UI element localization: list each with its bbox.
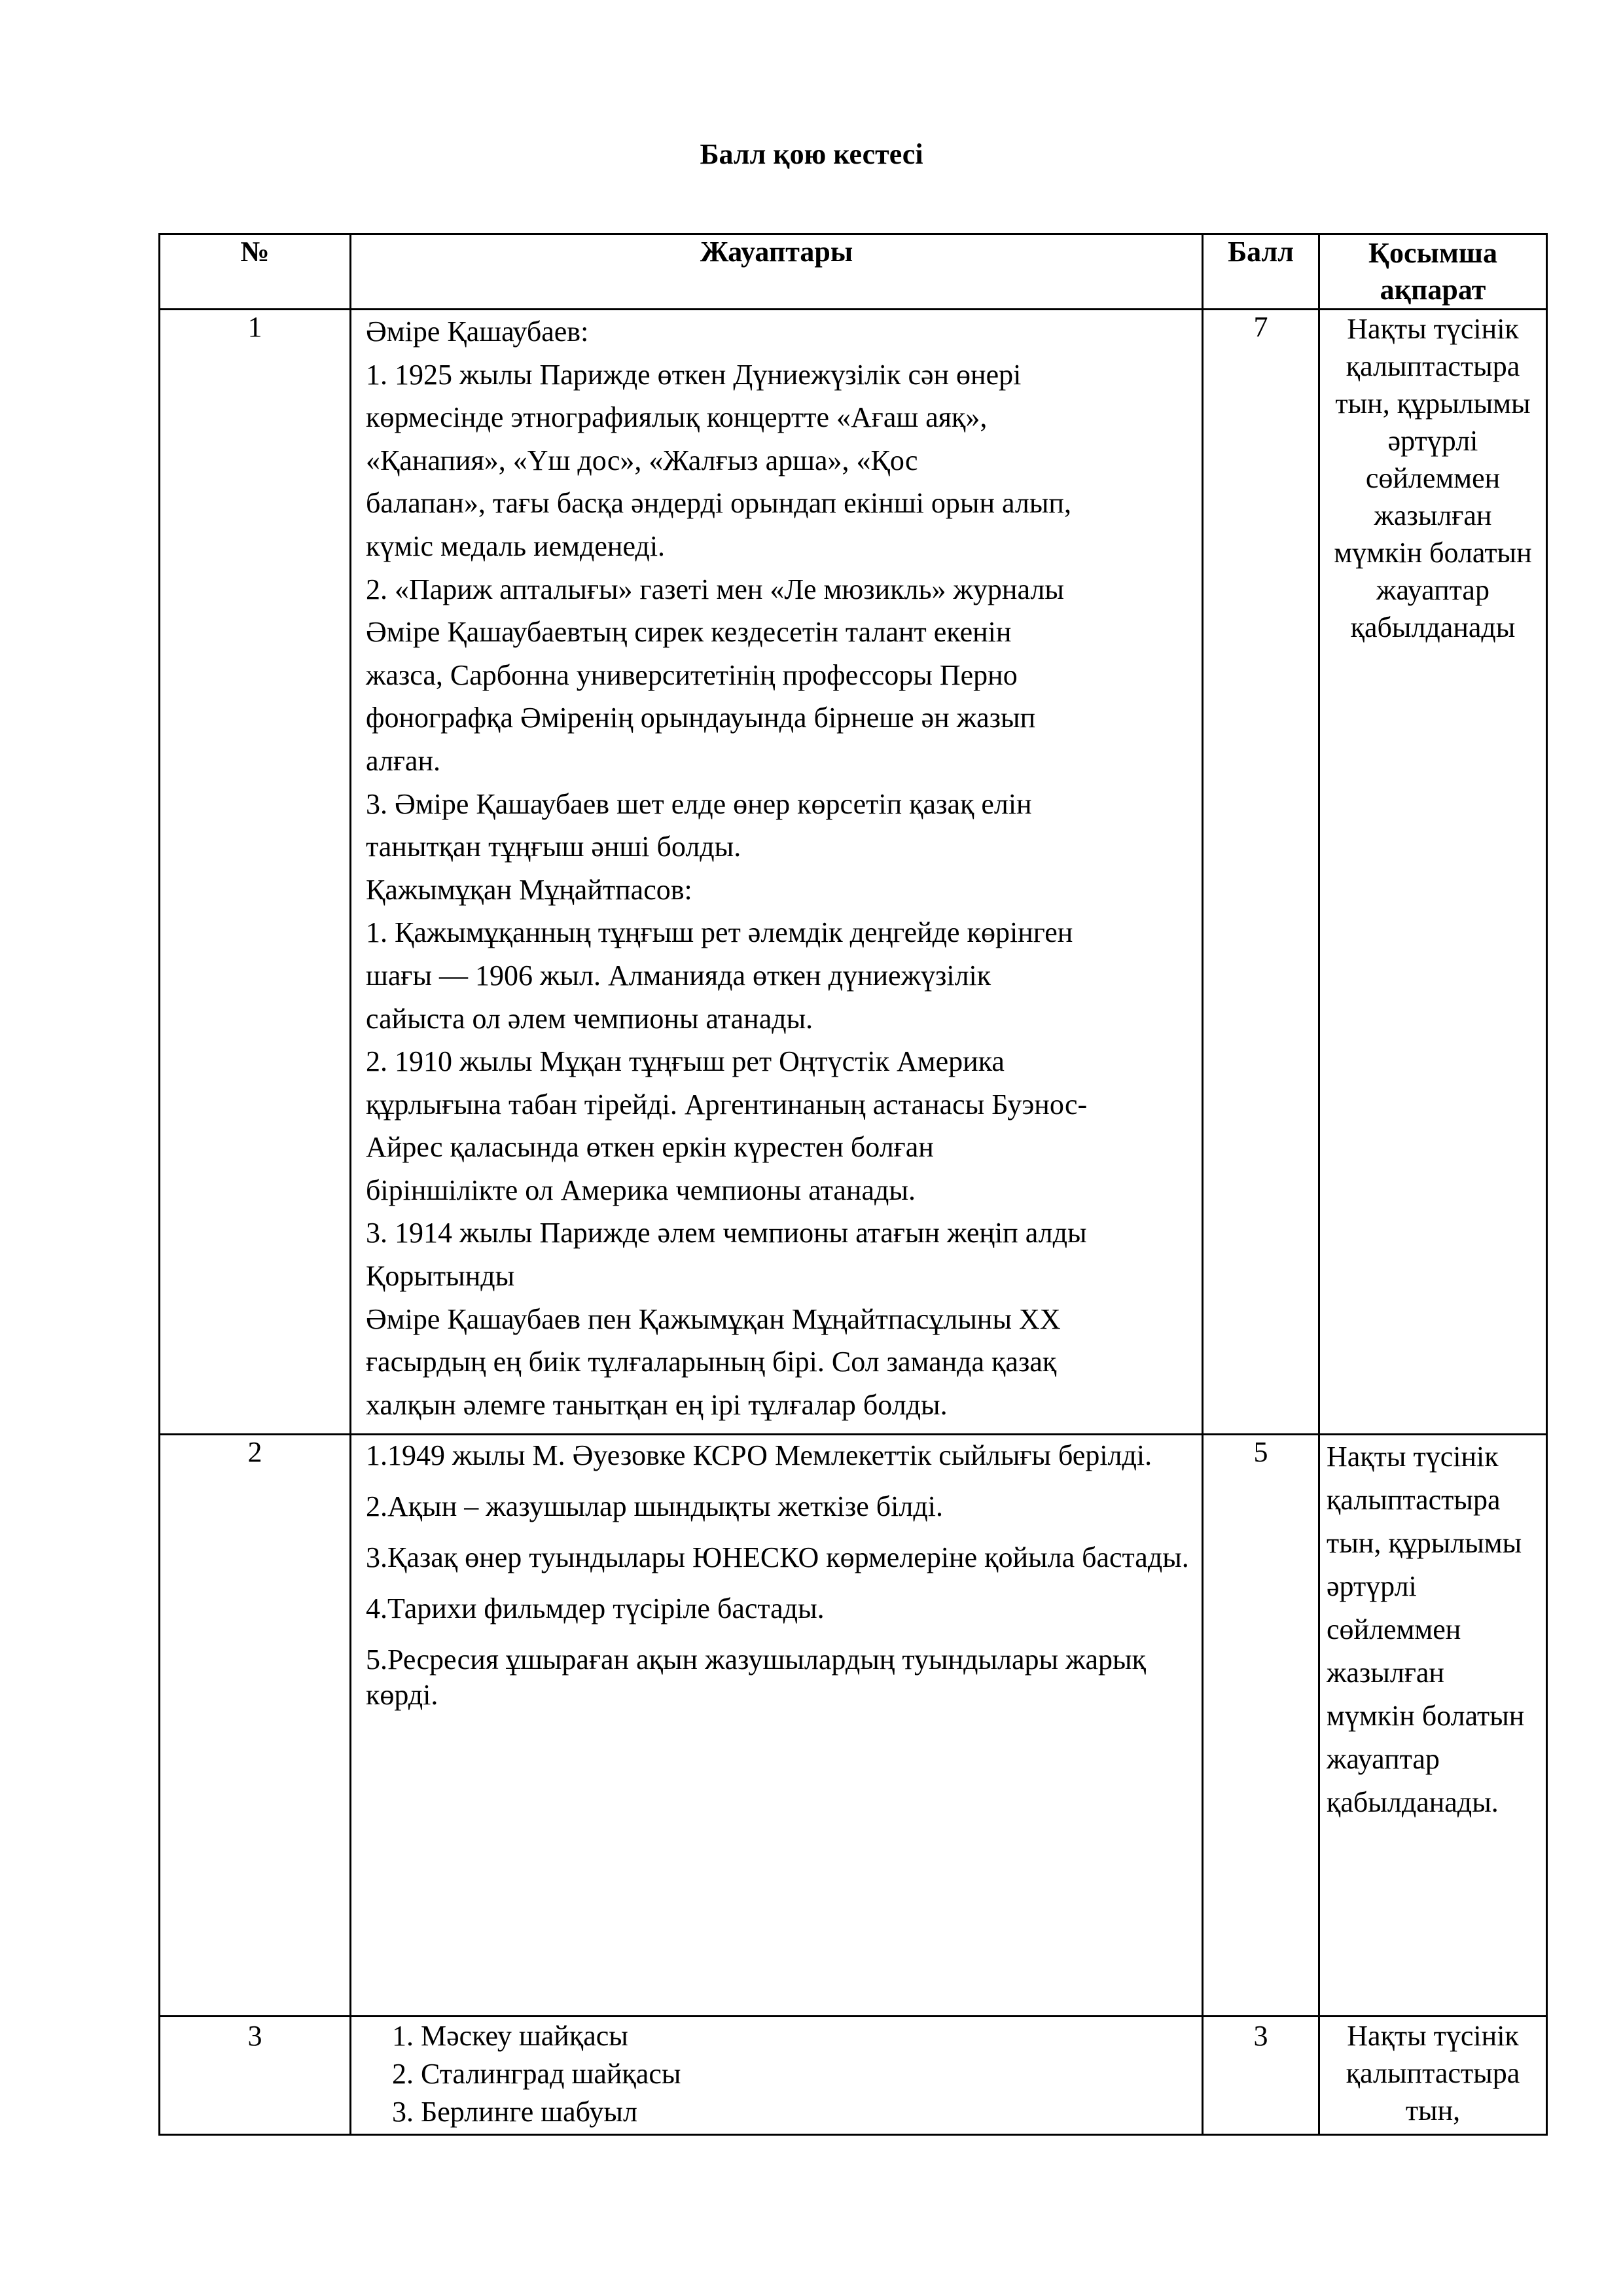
list-item: 3. Берлинге шабуыл bbox=[421, 2093, 1194, 2131]
row-number: 3 bbox=[160, 2017, 351, 2135]
answer-text bbox=[351, 310, 1202, 1426]
answer-line: 2. «Париж апталығы» газеті мен «Ле мюзикль» журналы bbox=[366, 573, 1064, 605]
table-row bbox=[160, 310, 1547, 1435]
answer-line: Әміре Қашаубаевтың сирек кездесетін талант екенін bbox=[366, 616, 1012, 649]
row-score: 3 bbox=[1203, 2017, 1319, 2135]
answer-list bbox=[366, 2017, 1194, 2131]
grading-table bbox=[158, 233, 1548, 2136]
row-number: 2 bbox=[160, 1435, 351, 2017]
answer-item: 4.Тарихи фильмдер түсіріле бастады. bbox=[366, 1592, 825, 1624]
header-additional-info: Қосымша ақпарат bbox=[1319, 234, 1547, 310]
answer-line: сайыста ол әлем чемпионы атанады. bbox=[366, 1002, 813, 1035]
answer-line: жазса, Сарбонна университетінің профессоры Перно bbox=[366, 658, 1018, 691]
list-item: 1. Мәскеу шайқасы bbox=[421, 2017, 1194, 2055]
table-row bbox=[160, 1435, 1547, 2017]
answer-line: біріншілікте ол Америка чемпионы атанады. bbox=[366, 1174, 916, 1206]
answer-line: 3. Әміре Қашаубаев шет елде өнер көрсетіп қазақ елін bbox=[366, 787, 1032, 820]
row-score: 7 bbox=[1203, 310, 1319, 1435]
table-row bbox=[160, 2017, 1547, 2135]
answer-cell bbox=[351, 2017, 1203, 2135]
additional-info-text: Нақты түсінік қалыптастыра тын, bbox=[1346, 2020, 1520, 2126]
row-score: 5 bbox=[1203, 1435, 1319, 2017]
table-header-row bbox=[160, 234, 1547, 310]
additional-info-text: Нақты түсінік қалыптастыра тын, құрылымы әртүрлі сөйлеммен жазылған мүмкін болатын жауаптар қабылданады bbox=[1334, 313, 1532, 643]
additional-info-text: Нақты түсінік қалыптастыра тын, құрылымы әртүрлі сөйлеммен жазылған мүмкін болатын жауаптар қабылданады. bbox=[1327, 1441, 1525, 1818]
answer-line: 2. 1910 жылы Мұқан тұңғыш рет Оңтүстік Америка bbox=[366, 1045, 1005, 1078]
answer-line: Айрес қаласында өткен еркін күрестен болған bbox=[366, 1131, 934, 1164]
header-score: Балл bbox=[1203, 234, 1319, 310]
additional-info bbox=[1319, 2017, 1547, 2135]
answer-line: балапан», тағы басқа әндерді орындап екінші орын алып, bbox=[366, 487, 1071, 520]
additional-info bbox=[1319, 1435, 1547, 2017]
answer-line: «Қанапия», «Үш дос», «Жалғыз арша», «Қос bbox=[366, 444, 918, 476]
answer-line: 3. 1914 жылы Парижде әлем чемпионы атағын жеңіп алды bbox=[366, 1217, 1087, 1249]
header-number: № bbox=[160, 234, 351, 310]
answer-text bbox=[351, 1435, 1202, 1713]
answer-item: 1.1949 жылы М. Әуезовке КСРО Мемлекеттік сыйлығы берілді. bbox=[366, 1439, 1152, 1471]
list-item: 2. Сталинград шайқасы bbox=[421, 2055, 1194, 2093]
page-title: Балл қою кестесі bbox=[700, 138, 923, 170]
answer-line: ғасырдың ең биік тұлғаларының бірі. Сол заманда қазақ bbox=[366, 1346, 1057, 1378]
answer-line: танытқан тұңғыш әнші болды. bbox=[366, 831, 741, 863]
answer-item: 5.Ресресия ұшыраған ақын жазушылардың туындылары жарық көрді. bbox=[366, 1643, 1146, 1711]
answer-line: алған. bbox=[366, 744, 440, 777]
header-answers: Жауаптары bbox=[351, 234, 1203, 310]
answer-text bbox=[351, 2017, 1202, 2131]
additional-info bbox=[1319, 310, 1547, 1435]
answer-line: Қорытынды bbox=[366, 1260, 515, 1293]
answer-line: 1. 1925 жылы Парижде өткен Дүниежүзілік сән өнері bbox=[366, 358, 1022, 391]
answer-line: көрмесінде этнографиялық концертте «Ағаш аяқ», bbox=[366, 401, 988, 434]
answer-line: Әміре Қашаубаев пен Қажымұқан Мұңайтпасұлыны ХХ bbox=[366, 1302, 1061, 1335]
answer-line: құрлығына табан тірейді. Аргентинаның астанасы Буэнос- bbox=[366, 1088, 1088, 1121]
answer-line: шағы — 1906 жыл. Алманияда өткен дүниежүзілік bbox=[366, 959, 991, 992]
answer-cell bbox=[351, 310, 1203, 1435]
row-number: 1 bbox=[160, 310, 351, 1435]
answer-line: халқын әлемге танытқан ең ірі тұлғалар болды. bbox=[366, 1388, 948, 1421]
answer-cell bbox=[351, 1435, 1203, 2017]
answer-item: 3.Қазақ өнер туындылары ЮНЕСКО көрмелеріне қойыла бастады. bbox=[366, 1541, 1189, 1573]
answer-item: 2.Ақын – жазушылар шындықты жеткізе білді. bbox=[366, 1490, 943, 1522]
answer-line: Әміре Қашаубаев: bbox=[366, 315, 589, 348]
answer-line: күміс медаль иемденеді. bbox=[366, 529, 666, 562]
answer-line: 1. Қажымұқанның тұңғыш рет әлемдік деңгейде көрінген bbox=[366, 916, 1073, 949]
answer-line: фонографқа Әміренің орындауында бірнеше ән жазып bbox=[366, 702, 1036, 734]
answer-line: Қажымұқан Мұңайтпасов: bbox=[366, 873, 692, 906]
